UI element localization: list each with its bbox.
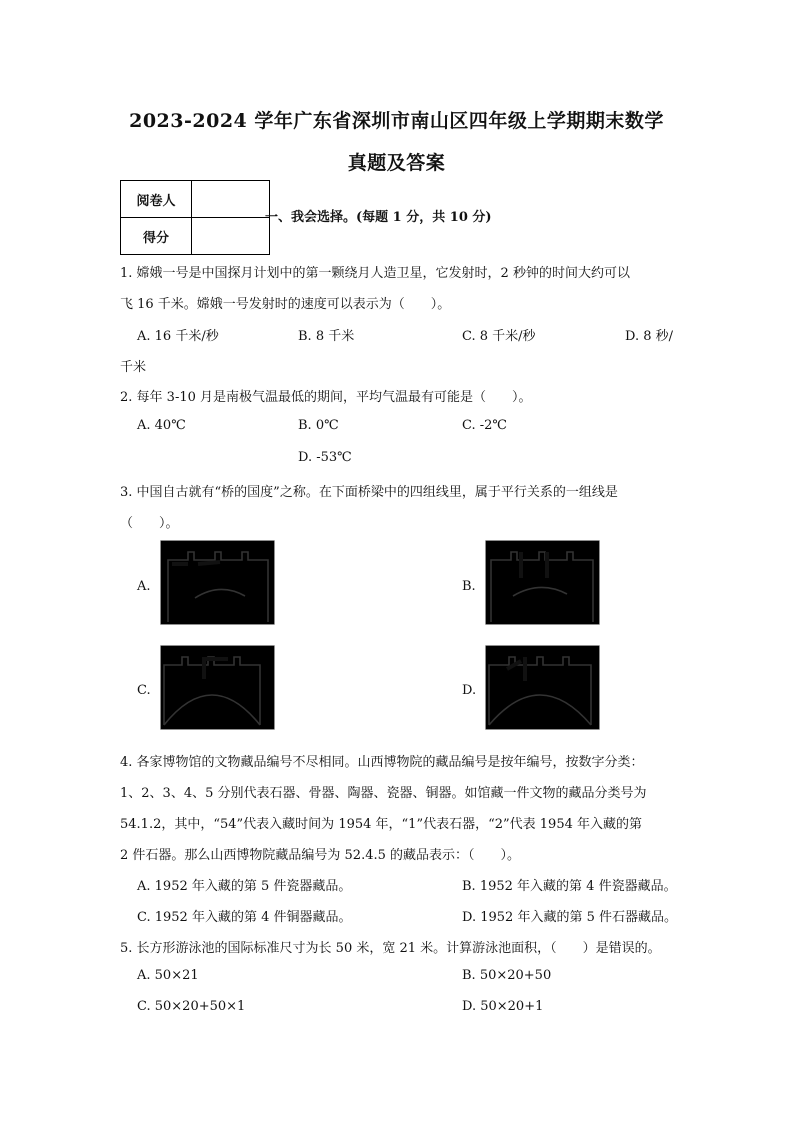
q4-option-c: C. 1952 年入藏的第 4 件铜器藏品。 bbox=[137, 910, 352, 925]
q3-text: 3. 中国自古就有“桥的国度”之称。在下面桥梁中的四组线里，属于平行关系的一组线是 bbox=[120, 485, 618, 500]
bridge-figure-d bbox=[485, 645, 600, 730]
bridge-figure-a bbox=[160, 540, 275, 625]
q1-option-d: D. 8 秒/ bbox=[625, 329, 674, 344]
q3-option-d: D. bbox=[462, 683, 477, 698]
page-title-line2: 真题及答案 bbox=[347, 152, 446, 174]
q5-option-d: D. 50×20+1 bbox=[462, 999, 544, 1014]
q4-option-b: B. 1952 年入藏的第 4 件瓷器藏品。 bbox=[462, 879, 677, 894]
q5-option-c: C. 50×20+50×1 bbox=[137, 999, 246, 1014]
q4-text: 4. 各家博物馆的文物藏品编号不尽相同。山西博物院的藏品编号是按年编号，按数字分类： bbox=[120, 755, 644, 770]
q3-option-b: B. bbox=[462, 579, 476, 594]
q5-text: 5. 长方形游泳池的国际标准尺寸为长 50 米，宽 21 米。计算游泳池面积，（ ）是错误的。 bbox=[120, 941, 661, 956]
q2-text: 2. 每年 3-10 月是南极气温最低的期间，平均气温最有可能是（ ）。 bbox=[120, 390, 532, 405]
bridge-figure-b bbox=[485, 540, 600, 625]
page-title: 2023-2024 学年广东省深圳市南山区四年级上学期期末数学 bbox=[129, 110, 664, 132]
q3-text-cont: （ ）。 bbox=[120, 516, 179, 531]
q1-option-a: A. 16 千米/秒 bbox=[137, 329, 219, 344]
q1-option-c: C. 8 千米/秒 bbox=[462, 329, 536, 344]
q5-option-a: A. 50×21 bbox=[137, 968, 199, 983]
q4-text-line4: 2 件石器。那么山西博物院藏品编号为 52.4.5 的藏品表示：（ ）。 bbox=[120, 848, 521, 863]
reviewer-label: 阅卷人 bbox=[121, 181, 192, 218]
q1-option-b: B. 8 千米 bbox=[298, 329, 355, 344]
q4-text-line3: 54.1.2，其中，“54”代表入藏时间为 1954 年，“1”代表石器，“2”代表 1954 年入藏的第 bbox=[120, 817, 643, 832]
q1-text: 1. 嫦娥一号是中国探月计划中的第一颗绕月人造卫星，它发射时，2 秒钟的时间大约可以 bbox=[120, 266, 630, 281]
score-label: 得分 bbox=[121, 218, 192, 255]
q2-option-a: A. 40℃ bbox=[137, 418, 186, 433]
section-heading: 一、我会选择。(每题 1 分，共 10 分) bbox=[265, 210, 492, 225]
q2-option-d: D. -53℃ bbox=[298, 450, 352, 465]
q4-option-a: A. 1952 年入藏的第 5 件瓷器藏品。 bbox=[137, 879, 352, 894]
score-box bbox=[120, 180, 270, 255]
reviewer-cell bbox=[192, 181, 270, 218]
q1-option-d-cont: 千米 bbox=[120, 360, 147, 375]
q4-text-line2: 1、2、3、4、5 分别代表石器、骨器、陶器、瓷器、铜器。如馆藏一件文物的藏品分类号为 bbox=[120, 786, 647, 801]
q3-option-c: C. bbox=[137, 683, 151, 698]
q2-option-b: B. 0℃ bbox=[298, 418, 339, 433]
q4-option-d: D. 1952 年入藏的第 5 件石器藏品。 bbox=[462, 910, 677, 925]
q5-option-b: B. 50×20+50 bbox=[462, 968, 552, 983]
bridge-figure-c bbox=[160, 645, 275, 730]
q1-text-cont: 飞 16 千米。嫦娥一号发射时的速度可以表示为（ ）。 bbox=[120, 297, 451, 312]
q2-option-c: C. -2℃ bbox=[462, 418, 507, 433]
q3-option-a: A. bbox=[137, 579, 151, 594]
score-cell bbox=[192, 218, 270, 255]
